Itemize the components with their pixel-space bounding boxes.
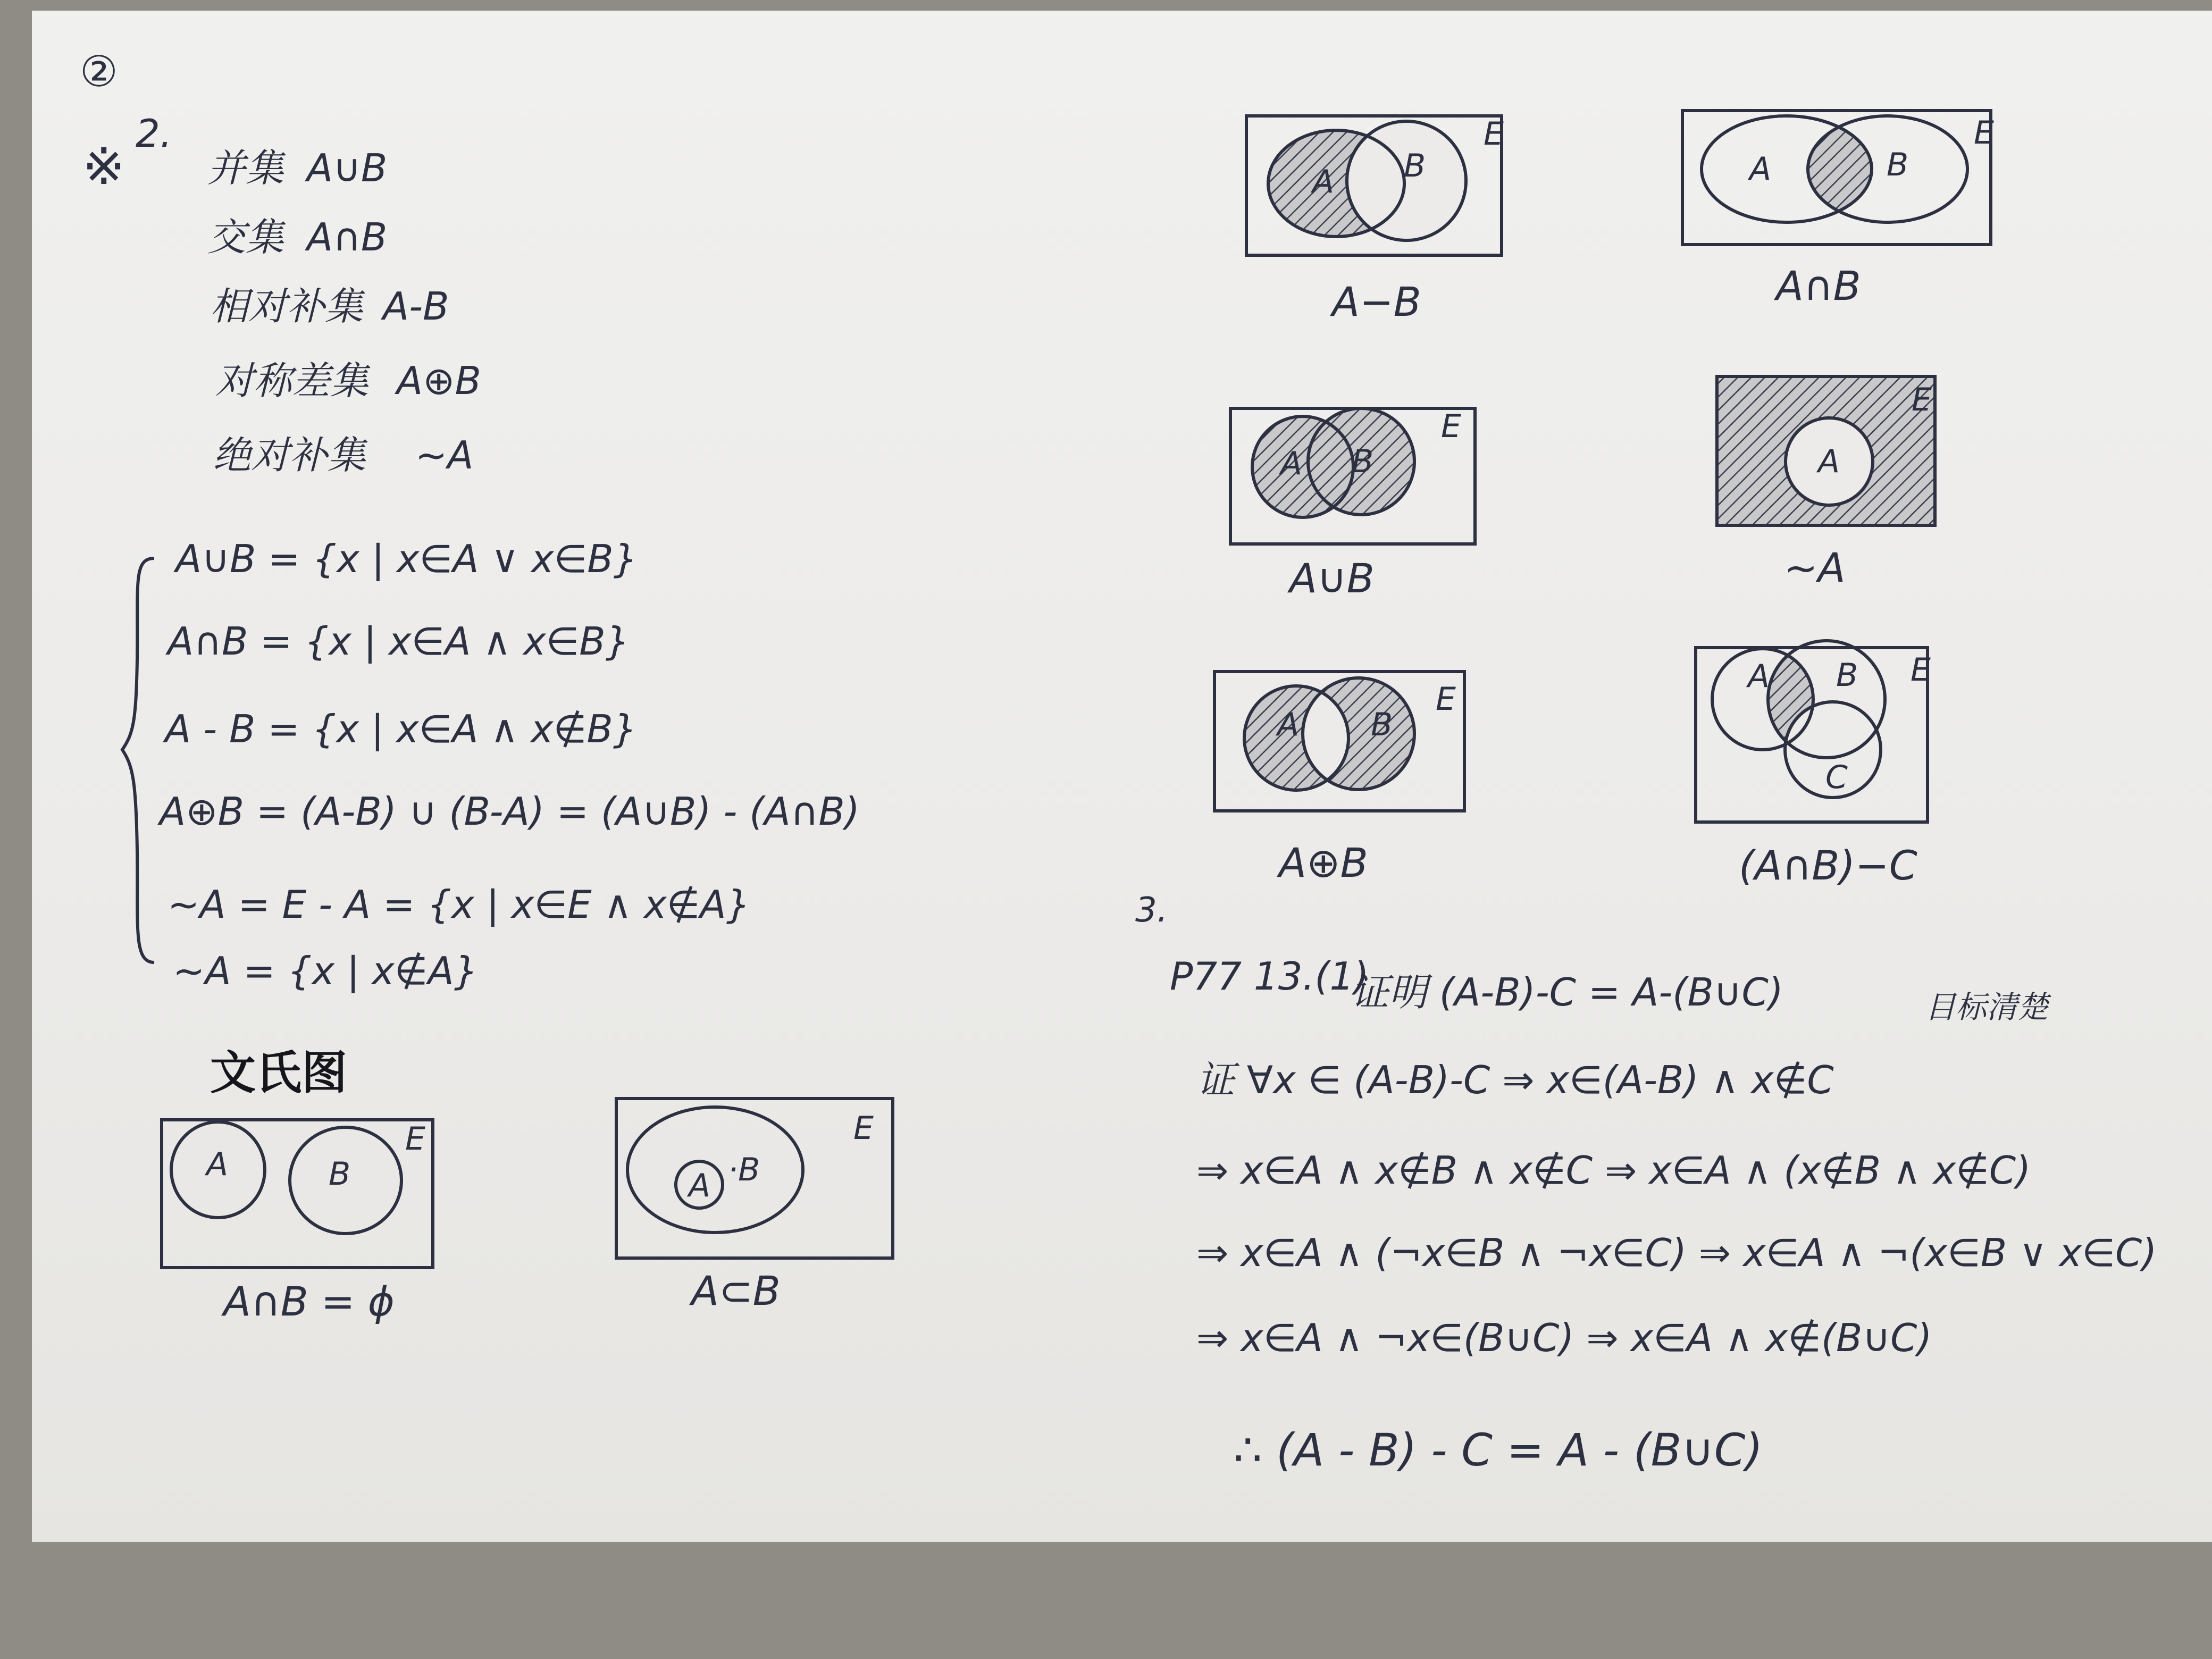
label-a: A (1277, 706, 1300, 743)
caption-a-minus-b: A−B (1332, 278, 1421, 325)
caption-disjoint: A∩B = ϕ (223, 1278, 395, 1325)
venn-diagram-title: 文氏图 (210, 1046, 347, 1100)
set-op-name: 交集 (207, 215, 284, 259)
label-b: ·B (728, 1151, 760, 1188)
problem-reference: P77 13.(1) (1170, 954, 1369, 999)
proof-conclusion: ∴ (A - B) - C = A - (B∪C) (1234, 1424, 1763, 1476)
set-op-intersection (207, 215, 388, 259)
caption-symmetric-difference: A⊕B (1279, 839, 1368, 886)
label-a: A (1280, 445, 1303, 482)
proof-line-2: ⇒ x∈A ∧ x∉B ∧ x∉C ⇒ x∈A ∧ (x∉B ∧ x∉C) (1196, 1148, 2031, 1193)
venn-a-minus-b (1244, 112, 1505, 261)
label-b: B (1404, 147, 1426, 185)
universe-rect (1696, 648, 1928, 822)
formula-symmetric-difference: A⊕B = (A-B) ∪ (B-A) = (A∪B) - (A∩B) (160, 789, 860, 834)
formula-intersection: A∩B = {x | x∈A ∧ x∈B} (167, 619, 630, 664)
proof-line-1: 证 ∀x ∈ (A-B)-C ⇒ x∈(A-B) ∧ x∉C (1196, 1058, 1834, 1102)
set-op-notation: ~A (415, 433, 474, 477)
proof-line-4: ⇒ x∈A ∧ ¬x∈(B∪C) ⇒ x∈A ∧ x∉(B∪C) (1196, 1316, 1932, 1360)
venn-symmetric-difference (1212, 667, 1468, 816)
venn-a-and-b-minus-c (1694, 638, 1933, 827)
label-a: A (1748, 658, 1770, 695)
label-e: E (1912, 381, 1932, 418)
venn-disjoint (160, 1117, 436, 1276)
caption-a-and-b-minus-c: (A∩B)−C (1739, 842, 1917, 889)
set-op-name: 并集 (207, 146, 284, 190)
formula-complement-2: ~A = {x | x∉A} (173, 949, 479, 993)
set-op-name: 绝对补集 (213, 433, 366, 477)
set-op-notation: A∪B (306, 146, 388, 190)
label-e: E (1911, 651, 1931, 689)
venn-complement-a (1715, 372, 1938, 532)
formula-complement-1: ~A = E - A = {x | x∈E ∧ x∉A} (167, 882, 751, 927)
caption-subset: A⊂B (691, 1267, 781, 1314)
label-b: B (1352, 443, 1374, 480)
star-mark: ※ (82, 137, 125, 196)
proof-line-3: ⇒ x∈A ∧ (¬x∈B ∧ ¬x∈C) ⇒ x∈A ∧ ¬(x∈B ∨ x∈C) (1196, 1230, 2157, 1275)
set-op-notation: A∩B (306, 215, 388, 259)
formula-difference: A - B = {x | x∈A ∧ x∉B} (165, 707, 638, 751)
label-e: E (1484, 115, 1504, 153)
venn-a-or-b (1228, 404, 1478, 553)
section-2-number: 2. (136, 111, 172, 156)
venn-a-and-b (1680, 106, 1994, 250)
caption-a-and-b: A∩B (1776, 262, 1861, 309)
label-e: E (1441, 408, 1461, 445)
formula-union: A∪B = {x | x∈A ∨ x∈B} (175, 537, 638, 581)
label-a: A (689, 1167, 711, 1204)
set-op-symmetric-difference (215, 358, 481, 403)
set-op-absolute-complement (213, 433, 474, 477)
set-op-name: 相对补集 (210, 284, 364, 329)
label-a: A (1818, 443, 1840, 480)
label-a: A (1312, 163, 1335, 200)
caption-a-or-b: A∪B (1289, 555, 1375, 602)
label-a: A (206, 1146, 229, 1183)
label-e: E (1974, 114, 1994, 152)
caption-complement-a: ~A (1784, 544, 1846, 591)
label-b: B (1836, 657, 1858, 694)
problem-statement: 证明 (A-B)-C = A-(B∪C) (1351, 970, 1783, 1015)
set-op-notation: A⊕B (396, 358, 481, 403)
label-e: E (853, 1110, 874, 1147)
label-b: B (1371, 706, 1393, 743)
label-c: C (1825, 759, 1848, 796)
set-op-relative-complement (210, 284, 449, 329)
universe-rect (162, 1120, 433, 1268)
note-goal-clear: 目标清楚 (1925, 989, 2049, 1025)
set-op-name: 对称差集 (215, 358, 369, 403)
label-e: E (405, 1120, 425, 1158)
section-3-number: 3. (1135, 891, 1168, 930)
page-number-circled: ② (80, 47, 118, 96)
label-a: A (1749, 150, 1772, 188)
set-op-notation: A-B (382, 284, 449, 329)
formula-brace (117, 553, 165, 968)
label-b: B (1887, 146, 1909, 183)
label-b: B (329, 1155, 351, 1193)
venn-subset (614, 1095, 896, 1271)
set-op-union (207, 146, 388, 190)
label-e: E (1436, 681, 1456, 718)
